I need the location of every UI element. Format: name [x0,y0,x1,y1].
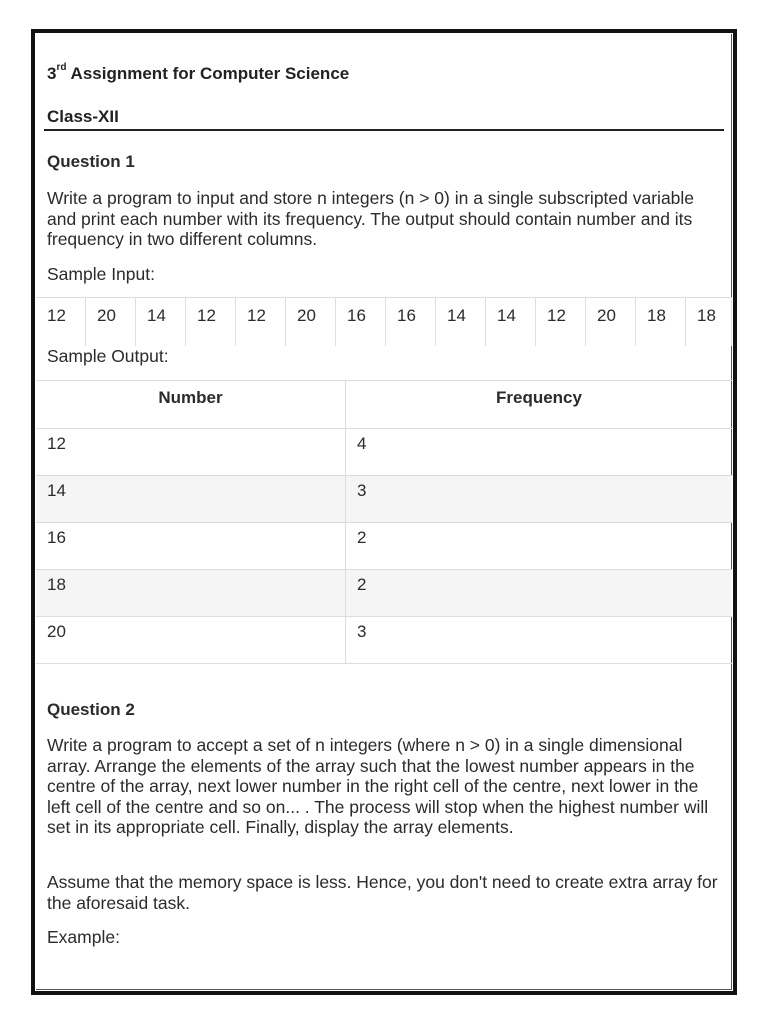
frequency-cell: 3 [357,622,367,641]
title-text: Assignment for Computer Science [66,64,350,83]
title-ordinal-suffix: rd [56,62,67,74]
sample-input-cell: 16 [386,298,436,346]
sample-input-cell: 12 [36,298,86,346]
number-cell: 20 [36,617,346,663]
class-label: Class-XII [47,107,119,126]
sample-input-label: Sample Input: [47,264,155,284]
sample-input-cell: 14 [436,298,486,346]
question-1-heading: Question 1 [47,152,135,171]
question-1-text: Write a program to input and store n integers (n > 0) in a single subscripted variable and print each number with its frequency. The output should contain number and its frequency in two different columns. [47,188,695,249]
table-row [36,429,732,476]
sample-output-label: Sample Output: [47,346,169,366]
number-cell: 12 [36,429,346,475]
sample-input-cell: 12 [186,298,236,346]
table-row [36,570,732,617]
sample-input-cell: 16 [336,298,386,346]
table-row [36,523,732,570]
sample-input-cell: 14 [136,298,186,346]
frequency-cell: 2 [357,575,367,594]
header-frequency: Frequency [496,388,582,407]
number-cell: 18 [36,570,346,616]
header-divider [44,129,724,131]
question-2-text: Write a program to accept a set of n integers (where n > 0) in a single dimensional array. Arrange the elements of the array such that the lowest number appears in the centre of the array, next lower number in the right cell of the centre, next lower in the left cell of the centre and so on... . The process will stop when the highest number will set in its appropriate cell. Finally, display the array elements. [47,735,709,837]
sample-input-cell: 20 [286,298,336,346]
number-cell: 16 [36,523,346,569]
frequency-cell: 2 [357,528,367,547]
sample-input-cell: 18 [686,298,732,346]
example-label: Example: [47,927,120,947]
table-row [36,617,732,664]
sample-input-cell: 20 [86,298,136,346]
frequency-cell: 3 [357,481,367,500]
sample-input-cell: 12 [236,298,286,346]
sample-output-table [36,380,732,664]
sample-input-row [36,297,732,346]
table-row [36,476,732,523]
sample-input-cell: 20 [586,298,636,346]
sample-input-cell: 18 [636,298,686,346]
table-header-row [36,381,732,429]
frequency-cell: 4 [357,434,367,453]
page-title [47,64,349,84]
question-2-note: Assume that the memory space is less. Hence, you don't need to create extra array for the aforesaid task. [47,872,718,913]
sample-input-cell: 14 [486,298,536,346]
question-2-heading: Question 2 [47,700,135,719]
title-number: 3 [47,64,57,83]
number-cell: 14 [36,476,346,522]
sample-input-cell: 12 [536,298,586,346]
header-number: Number [36,381,346,428]
